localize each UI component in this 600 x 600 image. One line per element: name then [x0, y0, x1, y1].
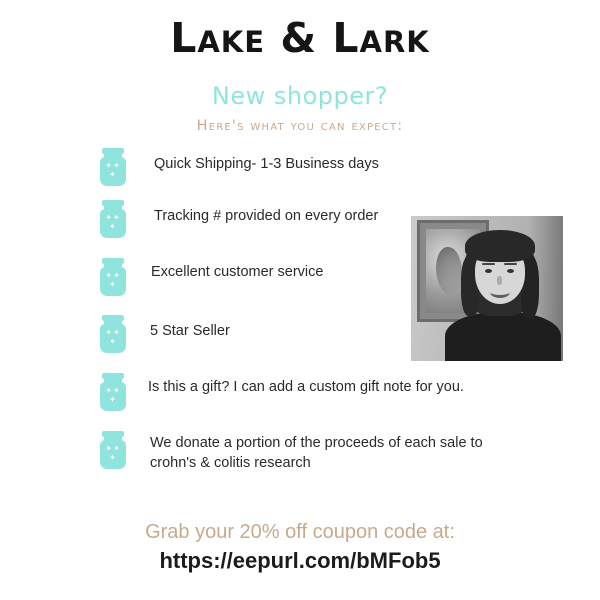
jar-icon-wrap	[100, 313, 140, 353]
list-item	[100, 429, 560, 489]
list-item-multiline	[140, 429, 483, 473]
mason-jar-icon	[100, 315, 126, 353]
portrait-eye-right	[507, 269, 514, 273]
jar-stars: ✦✦ ✦	[105, 161, 121, 179]
jar-stars: ✦✦ ✦	[105, 271, 121, 289]
list-item	[100, 146, 560, 198]
portrait-nose	[497, 276, 502, 285]
mason-jar-icon	[100, 148, 126, 186]
mason-jar-icon	[100, 373, 126, 411]
list-item-label-line2: crohn's & colitis research	[150, 455, 311, 471]
mason-jar-icon	[100, 431, 126, 469]
brand-title: Lake & Lark	[170, 14, 430, 62]
signup-url[interactable]: https://eepurl.com/bMFob5	[159, 548, 441, 573]
list-item-label: Quick Shipping- 1-3 Business days	[154, 156, 379, 172]
seller-portrait-photo	[411, 216, 563, 361]
jar-icon-wrap	[100, 256, 140, 296]
jar-icon-wrap	[100, 371, 140, 411]
mason-jar-icon	[100, 258, 126, 296]
mason-jar-icon	[100, 200, 126, 238]
coupon-text: Grab your 20% off coupon code at:	[145, 521, 455, 543]
jar-icon-wrap	[100, 198, 140, 238]
portrait-brow-left	[482, 263, 495, 265]
expectations-label: Here's what you can expect:	[196, 118, 404, 134]
jar-stars: ✦✦ ✦	[105, 444, 121, 462]
list-item-label: Excellent customer service	[151, 264, 324, 280]
portrait-brow-right	[504, 263, 517, 265]
portrait-eye-left	[485, 269, 492, 273]
list-item-label: Is this a gift? I can add a custom gift note for you.	[148, 379, 464, 395]
portrait-shoulders	[445, 312, 561, 361]
list-item-label: Tracking # provided on every order	[154, 208, 379, 224]
list-item-label: We donate a portion of the proceeds of each sale to	[150, 435, 483, 451]
jar-stars: ✦✦ ✦	[105, 386, 121, 404]
portrait-smile	[490, 286, 510, 298]
jar-icon-wrap	[100, 146, 140, 186]
list-item	[100, 371, 560, 429]
jar-icon-wrap	[100, 429, 140, 469]
jar-stars: ✦✦ ✦	[105, 213, 121, 231]
jar-stars: ✦✦ ✦	[105, 328, 121, 346]
portrait-bangs	[465, 230, 535, 262]
page-subtitle: New shopper?	[211, 82, 389, 110]
list-item-label: 5 Star Seller	[150, 323, 230, 339]
